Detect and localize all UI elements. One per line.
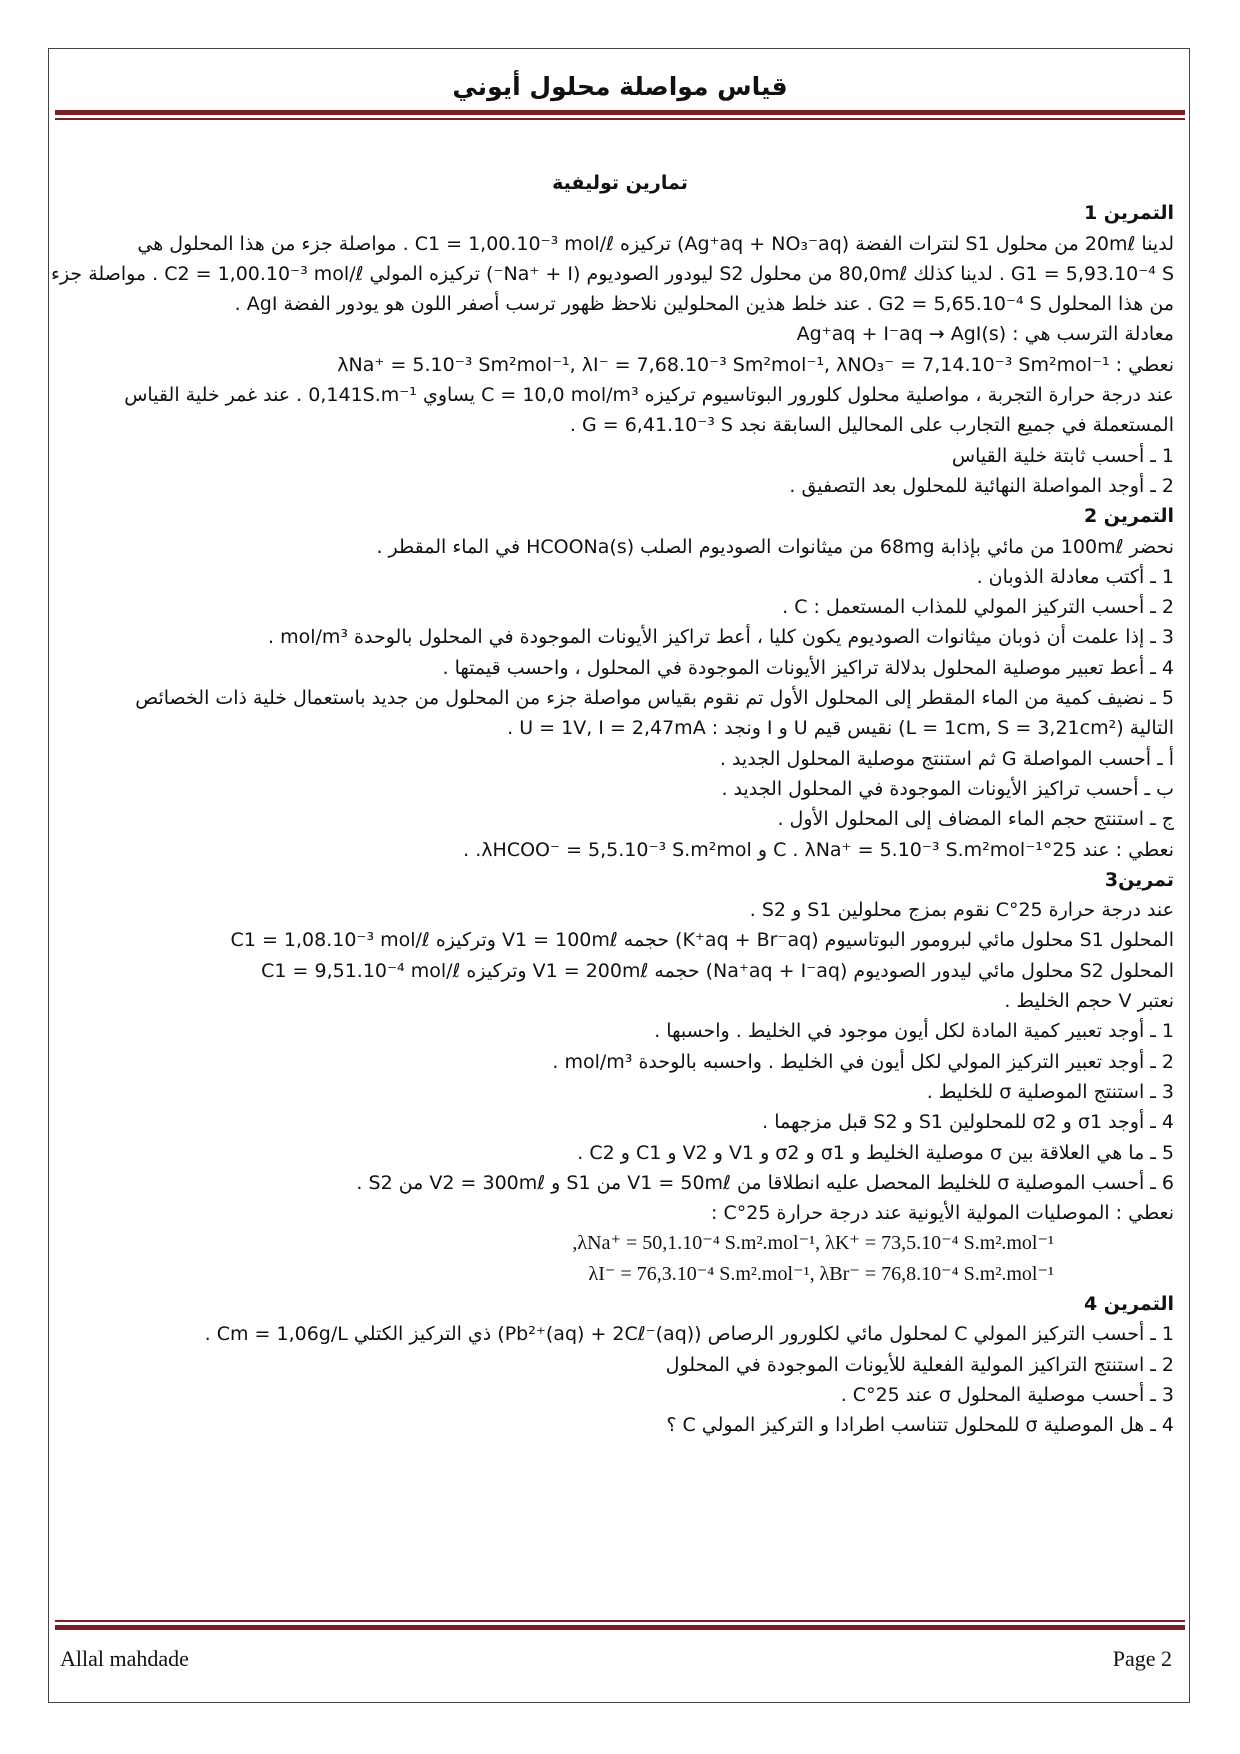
footer-author: Allal mahdade [60,1646,189,1671]
text-line: 2 ـ أوجد تعبير التركيز المولي لكل أيون في الخليط . واحسبه بالوحدة mol/m³ . [552,1050,1174,1073]
exercise-heading: التمرين 2 [1083,505,1174,528]
text-line: أ ـ أحسب المواصلة G ثم استنتج موصلية المحلول الجديد . [719,747,1174,770]
header-rule [55,110,1185,115]
text-line: من هذا المحلول G2 = 5,65.10⁻⁴ S . عند خلط هذين المحلولين نلاحظ ظهور ترسب أصفر اللون هو يودور الفضة AgI . [234,293,1174,316]
text-line: 2 ـ أحسب التركيز المولي للمذاب المستعمل : C . [782,596,1174,619]
text-line: معادلة الترسب هي : Ag⁺aq + I⁻aq → AgI(s) [796,323,1174,346]
text-line: نعتبر V حجم الخليط . [1004,990,1174,1013]
text-line: 4 ـ أعط تعبير موصلية المحلول بدلالة تراكيز الأيونات الموجودة في المحلول ، واحسب قيمتها . [442,656,1174,679]
header-rule-thin [55,118,1185,120]
text-line: عند درجة حرارة 25°C نقوم بمزج محلولين S1 و S2 . [749,899,1174,922]
text-line: λI⁻ = 76,3.10⁻⁴ S.m².mol⁻¹, λBr⁻ = 76,8.10⁻⁴ S.m².mol⁻¹ [588,1262,1054,1285]
text-line: 1 ـ أحسب التركيز المولي C لمحلول مائي لكلورور الرصاص (Pb²⁺(aq) + 2Cℓ⁻(aq)) ذي التركيز الكتلي Cm = 1,06g/L . [204,1323,1174,1346]
text-line: لدينا 20mℓ من محلول S1 لنترات الفضة (Ag⁺aq + NO₃⁻aq) تركيزه C1 = 1,00.10⁻³ mol/ℓ . مواصلة جزء من هذا المحلول هي [137,232,1174,255]
footer-page-number: Page 2 [1112,1646,1172,1671]
text-line: نعطي : عند 25°C . λNa⁺ = 5.10⁻³ S.m²mol⁻¹ و λHCOO⁻ = 5,5.10⁻³ S.m²mol. . [463,838,1174,861]
document-body [51,168,1174,1440]
text-line: G1 = 5,93.10⁻⁴ S . لدينا كذلك 80,0mℓ من محلول S2 ليودور الصوديوم (Na⁺ + I⁻) تركيزه المولي C2 = 1,00.10⁻³ mol/ℓ . مواصلة جزء [51,262,1174,285]
text-line: 5 ـ ما هي العلاقة بين σ موصلية الخليط و σ1 و σ2 و V1 و V2 و C1 و C2 . [577,1141,1174,1164]
footer-rule [55,1625,1185,1630]
text-line: المحلول S2 محلول مائي ليدور الصوديوم (Na⁺aq + I⁻aq) حجمه V1 = 200mℓ وتركيزه C1 = 9,51.10⁻⁴ mol/ℓ [261,959,1174,982]
text-line: عند درجة حرارة التجربة ، مواصلية محلول كلورور البوتاسيوم تركيزه C = 10,0 mol/m³ يساوي 0,141S.m⁻¹ . عند غمر خلية القياس [124,384,1174,407]
footer-rule-thin [55,1620,1185,1622]
text-line: ب ـ أحسب تراكيز الأيونات الموجودة في المحلول الجديد . [721,777,1174,800]
text-line: 3 ـ أحسب موصلية المحلول σ عند 25°C . [840,1383,1174,1406]
text-line: نعطي : الموصليات المولية الأيونية عند درجة حرارة 25°C : [711,1202,1174,1225]
text-line: نعطي : λNa⁺ = 5.10⁻³ Sm²mol⁻¹, λI⁻ = 7,68.10⁻³ Sm²mol⁻¹, λNO₃⁻ = 7,14.10⁻³ Sm²mol⁻¹ [337,353,1174,376]
text-line: المحلول S1 محلول مائي لبرومور البوتاسيوم (K⁺aq + Br⁻aq) حجمه V1 = 100mℓ وتركيزه C1 = 1,08.10⁻³ mol/ℓ [230,929,1174,952]
text-line: 1 ـ أوجد تعبير كمية المادة لكل أيون موجود في الخليط . واحسبها . [654,1020,1174,1043]
exercise-heading: تمرين3 [1104,868,1174,891]
text-line: 6 ـ أحسب الموصلية σ للخليط المحصل عليه انطلاقا من V1 = 50mℓ من S1 و V2 = 300mℓ من S2 . [356,1171,1174,1194]
section-title: تمارين توليفية [552,172,688,194]
text-line: نحضر 100mℓ من مائي بإذابة 68mg من ميثانوات الصوديوم الصلب HCOONa(s) في الماء المقطر . [376,535,1174,558]
text-line: 1 ـ أكتب معادلة الذوبان . [976,565,1174,588]
exercise-heading: التمرين 4 [1083,1292,1174,1315]
text-line: 1 ـ أحسب ثابتة خلية القياس [951,444,1174,467]
text-line: 4 ـ أوجد σ1 و σ2 للمحلولين S1 و S2 قبل مزجهما . [762,1111,1174,1134]
text-line: λNa⁺ = 50,1.10⁻⁴ S.m².mol⁻¹, λK⁺ = 73,5.10⁻⁴ S.m².mol⁻¹, [572,1232,1054,1255]
text-line: المستعملة في جميع التجارب على المحاليل السابقة نجد G = 6,41.10⁻³ S . [569,414,1174,437]
text-line: 2 ـ استنتج التراكيز المولية الفعلية للأيونات الموجودة في المحلول [665,1353,1174,1376]
text-line: 5 ـ نضيف كمية من الماء المقطر إلى المحلول الأول تم نقوم بقياس مواصلة جزء من المحلول من جديد باستعمال خلية ذات الخصائص [135,687,1174,710]
text-line: ج ـ استنتج حجم الماء المضاف إلى المحلول الأول . [777,808,1174,831]
text-line: 2 ـ أوجد المواصلة النهائية للمحلول بعد التصفيق . [789,474,1174,497]
text-line: 3 ـ استنتج الموصلية σ للخليط . [926,1080,1174,1103]
exercise-heading: التمرين 1 [1083,202,1174,225]
page-title: قياس مواصلة محلول أيوني [452,72,788,101]
text-line: 3 ـ إذا علمت أن ذوبان ميثانوات الصوديوم يكون كليا ، أعط تراكيز الأيونات الموجودة في المحلول بالوحدة mol/m³ . [267,626,1174,649]
text-line: 4 ـ هل الموصلية σ للمحلول تتناسب اطرادا و التركيز المولي C ؟ [666,1414,1174,1437]
text-line: التالية (L = 1cm, S = 3,21cm²) نقيس قيم U و I ونجد : U = 1V, I = 2,47mA . [507,717,1174,740]
